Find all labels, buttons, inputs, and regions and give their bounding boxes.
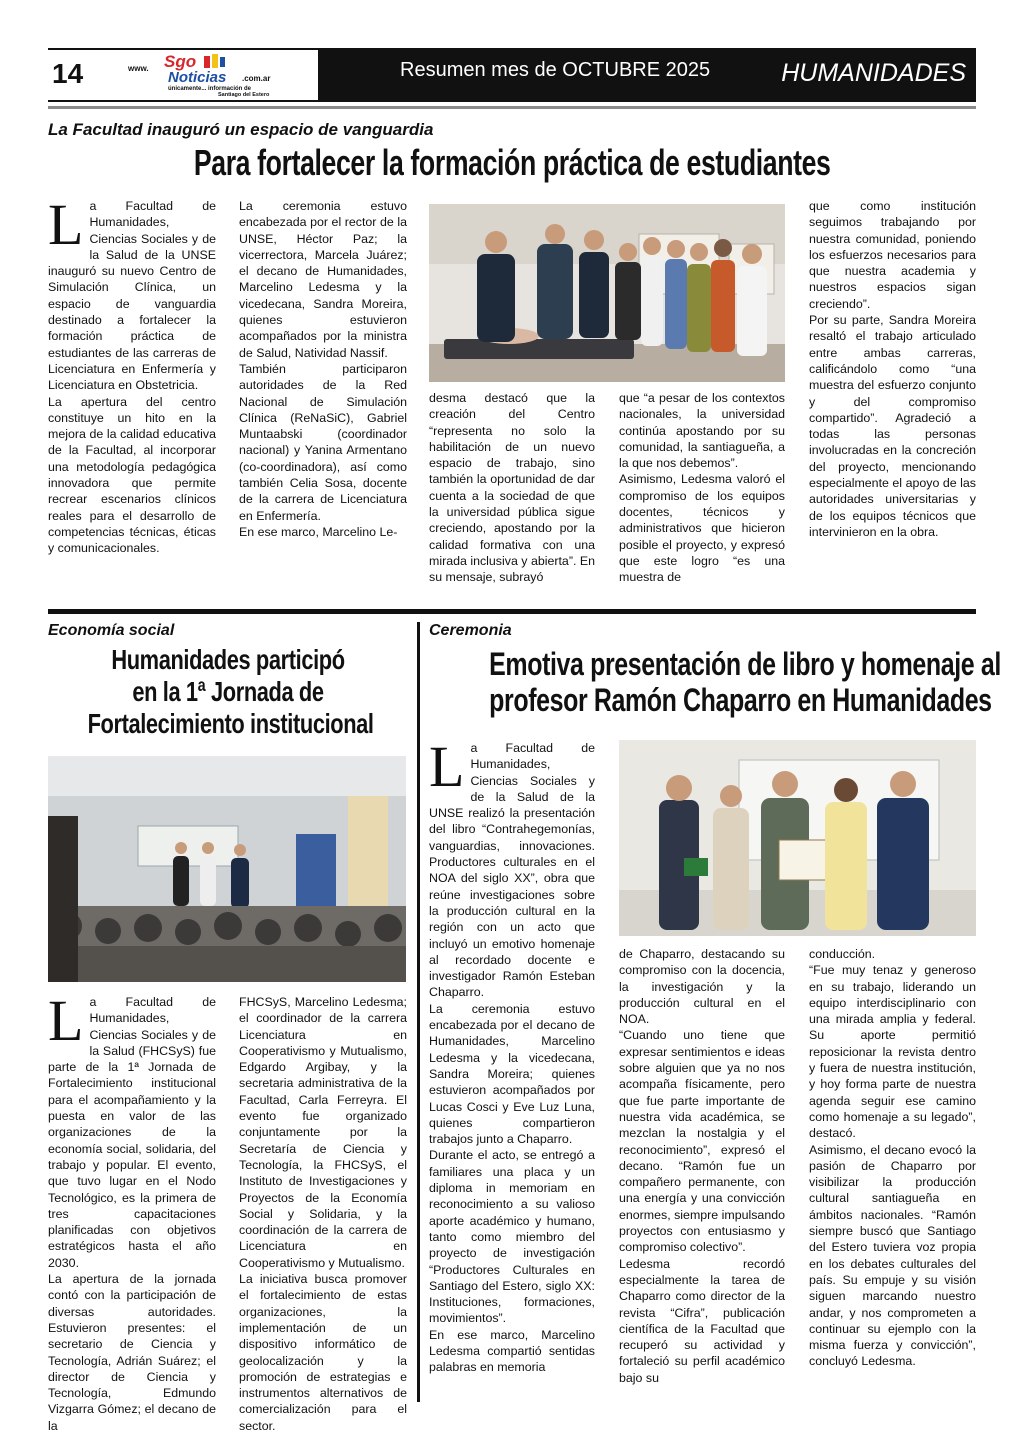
paragraph: “Cuando uno tiene que expresar sentimientos e ideas sobre alguien que ya no nos acompaña físicamente, pero que fue parte importante de nuestra vida académica, se mezclan la nostalgia y el reconocimiento”, expresó el decano. “Ramón fue un compañero permanente, con una energía y una convicción enormes, siempre impulsando proyectos con entusiasmo y compromiso colectivo”. [619,1028,785,1255]
article3-title-line: Emotiva presentación de libro y homenaje al [489,646,1001,682]
column-divider [417,622,420,1402]
article2-title [48,644,408,740]
article1-col1 [48,192,216,557]
page-header [48,48,976,102]
article3-col2 [619,946,785,1386]
logo-domain: .com.ar [242,74,271,83]
paragraph: que “a pesar de los contextos nacionales, la universidad continúa apostando por su comunidad, la santiagueña, a la que nos debemos”. [619,391,785,471]
article1-kicker: La Facultad inauguró un espacio de vanguardia [48,120,434,139]
article3-title [429,646,1001,718]
paragraph: Asimismo, Ledesma valoró el compromiso de los equipos docentes, técnicos y administrativos que hicieron posible el proyecto, y expresó que este logro “es una muestra de [619,472,785,585]
article1-col3 [429,390,595,586]
article1-photo [429,204,785,382]
paragraph: a Facultad de Humanidades, Ciencias Sociales y de la Salud de la UNSE inauguró su nuevo Centro de Simulación Clínica, un espacio de vanguardia destinado a fortalecer la formación práctica de estudiantes de las carreras de Licenciatura en Enfermería y Licenciatura en Obstetricia. [48,199,216,393]
logo-noticias: Noticias [168,69,227,86]
paragraph: La apertura de la jornada contó con la participación de diversas autoridades. Estuvieron presentes: el secretario de Ciencia y Tecnología, Adrián Suárez; el director de Ciencia y Tecnología, Edmundo Vizgarra Gómez; el decano de la [48,1272,216,1433]
section-label: HUMANIDADES [781,59,966,87]
article2-photo [48,756,406,982]
article1-col5 [809,198,976,540]
logo-sgo: Sgo [164,52,197,71]
logo-tagline: únicamente... información de [168,86,252,92]
sgonoticias-logo [128,52,314,98]
article1-title-text: Para fortalecer la formación práctica de estudiantes [193,142,831,183]
article3-title-line: profesor Ramón Chaparro en Humanidades [489,682,992,718]
issue-label: Resumen mes de OCTUBRE 2025 [400,59,711,81]
paragraph: desma destacó que la creación del Centro “representa no solo la habilitación de un nuevo espacio de trabajo, sino también la oportunidad de dar cuenta a la sociedad de que la universidad pública sigue creciendo, apostando por la calidad formativa con una mirada inclusiva y abierta”. En su mensaje, subrayó [429,391,595,585]
article2-title-line: en la 1ª Jornada de [132,676,324,707]
paragraph: conducción. [809,947,876,961]
paragraph: Ledesma recordó especialmente la tarea de Chaparro como director de la revista “Cifra”, publicación científica de la Facultad que recuperó su actividad y fortaleció su perfil académico bajo su [619,1256,785,1385]
article3-photo [619,740,976,936]
article1-col2 [239,198,407,540]
paragraph: FHCSyS, Marcelino Ledesma; el coordinador de la carrera Licenciatura en Cooperativismo y Mutualismo, Edgardo Argibay, y la secretaria administrativa de la Facultad, Carla Ferreyra. El evento fue organizado conjuntamente por la Secretaría de Ciencia y Tecnología, la FHCSyS, el Instituto de Investigaciones y Proyectos de la Economía Social y Solidaria, y la coordinación de la carrera de Licenciatura en Cooperativismo y Mutualismo. [239,995,407,1270]
article3-dropcap: L [429,734,465,799]
paragraph: “Fue muy tenaz y generoso en su trabajo, liderando un equipo interdisciplinario con una mirada amplia y federal. Su aporte permitió reposicionar la revista dentro y fuera de nuestra institución, y hoy forma parte de nuestra agenda seguir ese camino como homenaje a su legado”, destacó. [809,963,976,1141]
header-rule [48,106,976,109]
paragraph: También participaron autoridades de la Red Nacional de Simulación Clínica (ReNaSiC), Gabriel Muntaabski (coordinador nacional) y Yanina Armentano (co-coordinadora), así como también Celia Sosa, docente de la carrera de Licenciatura en Enfermería. [239,361,407,523]
paragraph: a Facultad de Humanidades, Ciencias Sociales y de la Salud de la UNSE realizó la presentación del libro “Contrahegemonías, vanguardias, innovaciones. Productores culturales en el NOA del siglo XX”, obra que reúne investigaciones sobre la producción cultural en la región con un acto que incluyó un emotivo homenaje al recordado docente e investigador Ramón Esteban Chaparro. [429,741,595,1000]
article2-col2 [239,994,407,1434]
paragraph: que como institución seguimos trabajando por nuestra comunidad, poniendo los esfuerzos necesarios para que nuestra academia y nuestros espacios sigan creciendo”. [809,199,976,311]
section-divider [48,609,976,614]
paragraph: Durante el acto, se entregó a familiares una placa y un diploma in memoriam en reconocimiento a su valioso aporte académico y humano, tanto como miembro del proyecto de investigación “Productores Culturales en Santiago del Estero, siglo XX: Instituciones, formaciones, movimientos”. [429,1148,595,1326]
logo-www: www. [128,64,149,73]
article2-col1 [48,988,216,1434]
article1-col4 [619,390,785,586]
paragraph: En ese marco, Marcelino Ledesma compartió sentidas palabras en memoria [429,1327,595,1375]
paragraph: a Facultad de Humanidades, Ciencias Sociales y de la Salud (FHCSyS) fue parte de la 1ª Jornada de Fortalecimiento institucional para el acompañamiento y la puesta en valor de las organizaciones de la economía social, solidaria, del trabajo y popular. El evento, que tuvo lugar en el Nodo Tecnológico, es la primera de tres capacitaciones planificadas con objetivos estratégicos hasta el año 2030. [48,995,216,1270]
article1-dropcap: L [48,192,84,257]
article2-dropcap: L [48,988,84,1053]
article3-kicker: Ceremonia [429,622,512,639]
header-black-bar [318,50,976,100]
article3-col1 [429,734,595,1376]
paragraph: En ese marco, Marcelino Le- [239,524,398,539]
page-number: 14 [52,58,84,89]
article1-title [48,140,976,186]
paragraph: La apertura del centro constituye un hito en la mejora de la calidad educativa de la Facultad, al incorporar una metodología pedagógica innovadora que permite recrear escenarios clínicos reales para el desarrollo de competencias técnicas, éticas y comunicacionales. [48,394,216,556]
article2-title-line: Fortalecimiento institucional [87,708,374,739]
paragraph: La ceremonia estuvo encabezada por el rector de la UNSE, Héctor Paz; la vicerrectora, Marcela Juárez; el decano de Humanidades, Marcelino Ledesma y la vicedecana, Sandra Moreira, quienes estuvieron acompañados por la ministra de Salud, Natividad Nassif. [239,199,407,360]
paragraph: Asimismo, el decano evocó la pasión de Chaparro por visibilizar la producción cultural santiagueña en ámbitos nacionales. “Ramón siempre buscó que Santiago del Estero tuviera voz propia en los debates culturales del país. Su empuje y su visión siguen marcando nuestro andar, y nos comprometen a continuar su ejemplo con la misma fuerza y convicción”, concluyó Ledesma. [809,1142,976,1369]
logo-tagline-2: Santiago del Estero [218,92,270,98]
paragraph: La ceremonia estuvo encabezada por el decano de Humanidades, Marcelino Ledesma y la vicedecana, Sandra Moreira; quienes estuvieron acompañados por Lucas Cosci y Eve Luz Luna, quienes compartieron trabajos junto a Chaparro. [429,1001,595,1147]
paragraph: La iniciativa busca promover el fortalecimiento de estas organizaciones, la implementación de un dispositivo informático de geolocalización y la promoción de estrategias e instrumentos alternativos de comercialización para el sector. [239,1272,407,1433]
article2-kicker: Economía social [48,622,175,639]
article2-title-line: Humanidades participó [111,644,345,675]
paragraph: Por su parte, Sandra Moreira resaltó el trabajo articulado entre ambas carreras, calificándolo como “una muestra del esfuerzo conjunto y del compromiso compartido”. Agradeció a todas las personas involucradas en la concreción del proyecto, mencionando especialmente el apoyo de las autoridades universitarias y de los equipos técnicos que intervinieron en la obra. [809,313,976,539]
article3-col3 [809,946,976,1370]
paragraph: de Chaparro, destacando su compromiso con la docencia, la investigación y la producción cultural en el NOA. [619,947,785,1027]
logo-mark-icon [204,54,226,70]
